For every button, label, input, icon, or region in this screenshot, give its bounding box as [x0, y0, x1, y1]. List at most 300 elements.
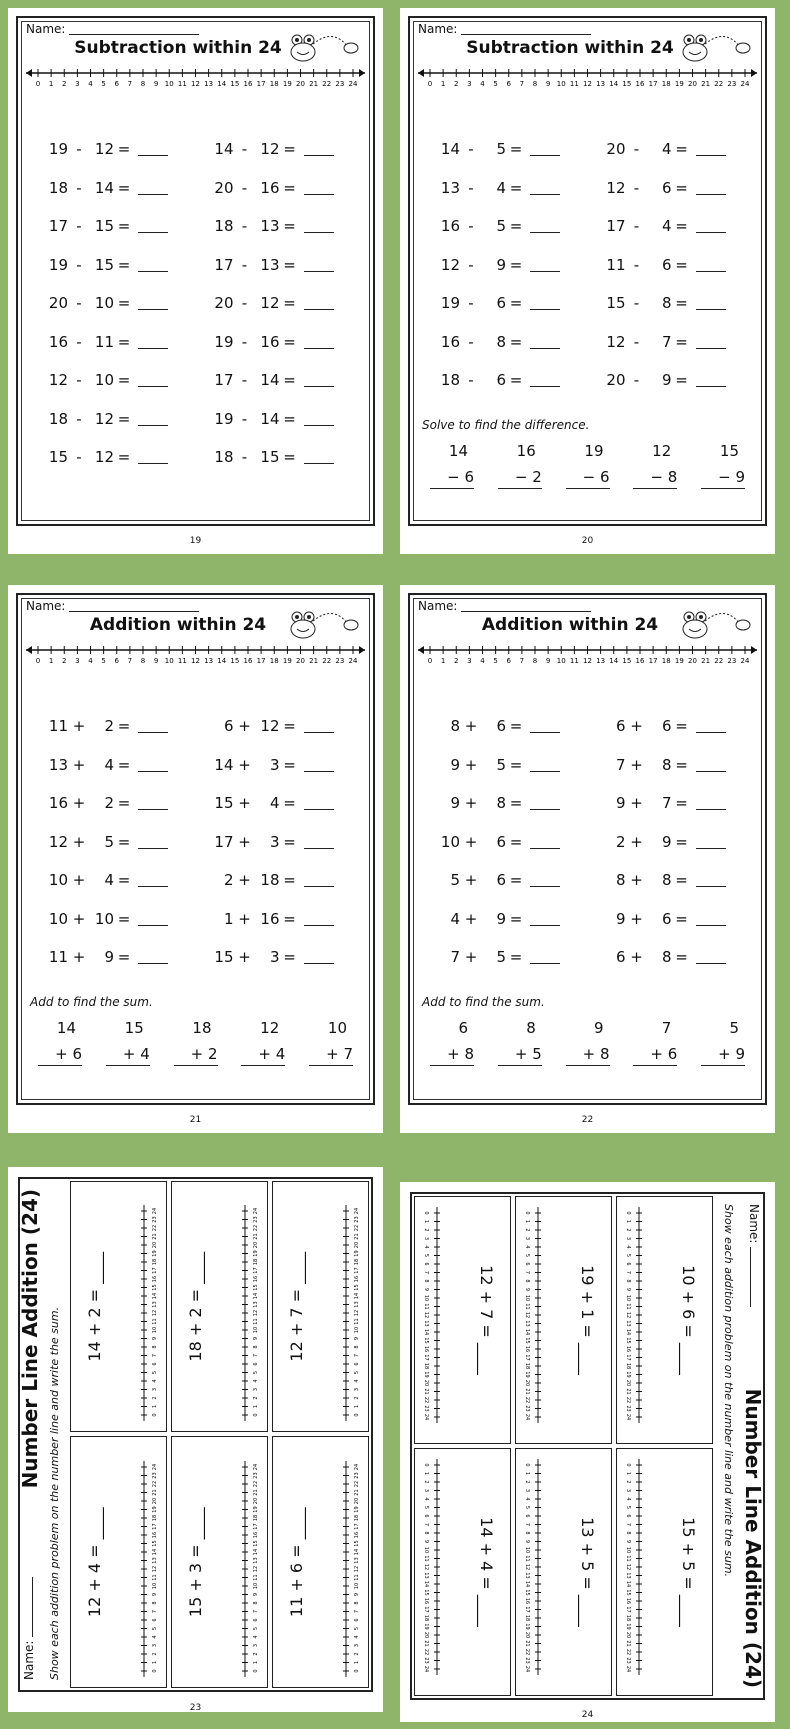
number-line-label: 10	[423, 1294, 429, 1302]
number-line-label: 24	[348, 80, 358, 88]
number-line-label: 11	[354, 1318, 360, 1326]
answer-blank[interactable]	[696, 873, 726, 887]
number-line-label: 6	[152, 1618, 158, 1622]
arrow-icon	[418, 69, 424, 77]
number-line-label: 1	[354, 1660, 360, 1665]
number-line-label: 19	[253, 1506, 259, 1513]
number-line-label: 13	[253, 1557, 259, 1564]
problem-part: 7	[661, 332, 672, 351]
number-line-label: 1	[440, 80, 446, 88]
answer-blank[interactable]	[138, 335, 168, 349]
problem-part: =	[283, 409, 296, 428]
worksheet-page-22	[400, 585, 775, 1133]
answer-blank[interactable]	[696, 912, 726, 926]
bottom-number[interactable]: + 9	[701, 1045, 745, 1066]
bottom-number[interactable]: − 8	[633, 468, 677, 489]
number-line-label: 16	[354, 1531, 360, 1539]
number-line-label: 23	[423, 1657, 429, 1664]
answer-blank[interactable]	[530, 181, 560, 195]
answer-blank[interactable]	[304, 258, 334, 272]
problem-part: 13	[260, 255, 280, 274]
answer-blank[interactable]	[138, 719, 168, 733]
number-line-label: 23	[354, 1216, 360, 1224]
number-line-label: 7	[524, 1522, 530, 1527]
number-line-label: 8	[524, 1531, 530, 1535]
problem-part: -	[241, 332, 248, 351]
answer-blank[interactable]	[530, 796, 560, 810]
number-line-label: 20	[296, 80, 305, 88]
number-line-label: 9	[253, 1592, 259, 1597]
problem-part: -	[76, 294, 82, 313]
answer-blank[interactable]	[138, 219, 168, 233]
problem-part: =	[117, 294, 131, 313]
number-line-label: 13	[596, 657, 606, 665]
problem-part: 18	[440, 371, 460, 390]
number-line-label: 22	[714, 657, 724, 665]
number-line-label: 13	[625, 1320, 631, 1327]
number-line-label: 10	[164, 657, 174, 665]
number-line-label: 17	[648, 657, 658, 665]
number-line-grid	[70, 1181, 369, 1688]
number-line-label: 21	[701, 80, 711, 88]
number-line-label: 21	[309, 657, 319, 665]
problem-part: +	[72, 832, 86, 851]
number-line-label: 12	[253, 1310, 259, 1317]
answer-blank[interactable]	[530, 719, 560, 733]
problem	[30, 217, 196, 235]
problem	[196, 179, 362, 197]
answer-blank[interactable]	[696, 719, 726, 733]
answer-blank[interactable]	[530, 142, 560, 156]
number-line	[416, 643, 759, 665]
answer-blank[interactable]	[304, 219, 334, 233]
number-line-label: 19	[152, 1506, 158, 1513]
number-line-cell	[414, 1196, 511, 1444]
answer-blank[interactable]	[530, 373, 560, 387]
number-line-label: 12	[423, 1563, 429, 1571]
problem-part: 5	[496, 755, 506, 774]
answer-blank[interactable]	[304, 412, 334, 426]
problem-part: -	[76, 255, 82, 274]
problem-part: 6	[615, 717, 626, 736]
bottom-number[interactable]: + 8	[430, 1045, 474, 1066]
number-line-label: 14	[423, 1580, 429, 1588]
number-line-label: 3	[625, 1236, 631, 1241]
number-line-label: 5	[253, 1626, 259, 1631]
problem	[422, 294, 588, 312]
problem-part: =	[675, 832, 688, 851]
number-line-label: 8	[354, 1601, 360, 1605]
problem-part: 12	[94, 448, 114, 467]
problem-row	[30, 323, 361, 362]
number-line-label: 10	[253, 1327, 259, 1334]
number-line	[237, 1204, 261, 1424]
number-line-label: 24	[354, 1208, 360, 1215]
number-line-label: 9	[153, 80, 159, 88]
answer-blank[interactable]	[696, 758, 726, 772]
problem-row	[422, 746, 753, 785]
number-line-label: 11	[524, 1555, 530, 1562]
cell-equation[interactable]: 19 + 1 = ____	[578, 1265, 597, 1375]
problem-part: 17	[214, 371, 234, 390]
number-line-label: 5	[524, 1253, 530, 1258]
number-line-label: 19	[282, 80, 292, 88]
problem-part: 18	[214, 448, 234, 467]
number-line-label: 19	[524, 1371, 530, 1378]
answer-blank[interactable]	[530, 873, 560, 887]
bottom-number[interactable]: + 4	[241, 1045, 285, 1066]
answer-blank[interactable]	[304, 335, 334, 349]
problem-part: 8	[615, 871, 626, 890]
vertical-problem	[701, 442, 745, 489]
page-title: Addition within 24	[89, 615, 267, 635]
problem-part: 16	[260, 178, 280, 197]
number-line-label: 17	[354, 1523, 360, 1530]
number-line-label: 9	[524, 1287, 530, 1292]
cell-equation[interactable]: 12 + 4 = ____	[85, 1507, 104, 1618]
number-line-label: 16	[625, 1597, 631, 1605]
problem-part: +	[630, 717, 643, 736]
answer-blank[interactable]	[696, 796, 726, 810]
number-line-label: 20	[524, 1379, 530, 1387]
problem	[30, 948, 196, 966]
answer-blank[interactable]	[138, 873, 168, 887]
number-line-label: 5	[152, 1371, 158, 1375]
answer-blank[interactable]	[530, 912, 560, 926]
top-number: 15	[124, 1019, 144, 1037]
number-line-label: 11	[423, 1555, 429, 1562]
bottom-number[interactable]: + 6	[633, 1045, 677, 1066]
problem-part: 5	[496, 140, 506, 159]
cell-equation[interactable]: 13 + 5 = ____	[578, 1517, 597, 1627]
number-line-label: 19	[423, 1371, 429, 1378]
number-line-label: 10	[152, 1327, 158, 1334]
arrow-icon	[418, 646, 424, 654]
number-line-label: 16	[243, 80, 253, 88]
problem-part: 8	[450, 717, 460, 736]
answer-blank[interactable]	[304, 758, 334, 772]
answer-blank[interactable]	[138, 835, 168, 849]
number-line-label: 5	[354, 1371, 360, 1375]
number-line-label: 0	[35, 657, 41, 665]
cell-equation[interactable]: 11 + 6 = ____	[287, 1507, 306, 1618]
number-line-cell	[616, 1448, 713, 1696]
problem-row	[422, 784, 753, 823]
number-line-label: 7	[519, 657, 525, 665]
number-line-label: 23	[727, 657, 737, 665]
problem-part: 5	[104, 832, 114, 851]
problem-part: -	[76, 332, 82, 351]
problem	[196, 371, 362, 389]
number-line	[24, 643, 367, 665]
problem-part: 18	[214, 217, 234, 236]
number-line-label: 24	[354, 1463, 360, 1471]
number-line-label: 23	[524, 1657, 530, 1664]
page-title: Addition within 24	[481, 615, 659, 635]
answer-blank[interactable]	[696, 373, 726, 387]
problem-part: 5	[496, 948, 506, 967]
number-line	[522, 1205, 546, 1425]
answer-blank[interactable]	[138, 142, 168, 156]
problem-part: 20	[606, 371, 626, 390]
number-line-label: 0	[427, 80, 433, 88]
number-line-label: 19	[674, 80, 684, 88]
problem-part: 11	[606, 255, 626, 274]
number-line-label: 4	[152, 1635, 158, 1639]
answer-blank[interactable]	[138, 181, 168, 195]
answer-blank[interactable]	[138, 450, 168, 464]
number-line-label: 9	[152, 1592, 158, 1597]
problems-grid	[30, 130, 361, 477]
problem-part: 15	[214, 794, 234, 813]
number-line-label: 17	[423, 1606, 429, 1613]
number-line-label: 14	[609, 80, 619, 88]
number-line-label: 17	[256, 657, 266, 665]
problem	[30, 833, 196, 851]
number-line-label: 24	[524, 1665, 530, 1673]
number-line-label: 7	[152, 1354, 158, 1358]
problem-row	[30, 938, 361, 977]
problem-part: 11	[94, 332, 114, 351]
problem-part: 8	[661, 948, 672, 967]
problem-part: -	[633, 255, 640, 274]
number-line-label: 3	[152, 1388, 158, 1392]
number-line-label: 19	[524, 1623, 530, 1630]
problem	[196, 871, 362, 889]
number-line-cell	[171, 1437, 268, 1689]
answer-blank[interactable]	[696, 950, 726, 964]
bottom-number[interactable]: + 4	[106, 1045, 150, 1066]
cell-equation[interactable]: 10 + 6 = ____	[679, 1265, 698, 1375]
problem-part: 15	[214, 948, 234, 967]
answer-blank[interactable]	[304, 296, 334, 310]
number-line-label: 21	[423, 1388, 429, 1395]
number-line-label: 6	[253, 1618, 259, 1622]
problem-part: 8	[496, 794, 506, 813]
problem	[30, 371, 196, 389]
answer-blank[interactable]	[138, 258, 168, 272]
answer-blank[interactable]	[138, 412, 168, 426]
number-line-label: 3	[253, 1388, 259, 1392]
problem-row	[422, 861, 753, 900]
number-line-label: 3	[524, 1236, 530, 1241]
number-line-label: 15	[152, 1284, 158, 1292]
number-line-label: 11	[152, 1318, 158, 1326]
number-line	[338, 1204, 362, 1424]
cell-equation[interactable]: 15 + 3 = ____	[186, 1507, 205, 1618]
number-line-label: 20	[354, 1242, 360, 1249]
number-line-label: 18	[253, 1259, 259, 1266]
number-line-label: 6	[625, 1514, 631, 1518]
bottom-number[interactable]: + 7	[309, 1045, 353, 1066]
vertical-problem	[566, 442, 610, 489]
answer-blank[interactable]	[304, 142, 334, 156]
cell-equation[interactable]: 14 + 2 = ____	[85, 1251, 104, 1362]
problem-part: -	[241, 255, 248, 274]
answer-blank[interactable]	[530, 758, 560, 772]
bottom-number[interactable]: + 6	[38, 1045, 82, 1066]
problem-part: =	[117, 871, 131, 890]
number-line-label: 21	[354, 1489, 360, 1496]
problem	[196, 756, 362, 774]
bottom-number[interactable]: − 2	[498, 468, 542, 489]
number-line-label: 9	[153, 657, 159, 665]
problem-part: 16	[440, 332, 460, 351]
answer-blank[interactable]	[304, 373, 334, 387]
cell-equation[interactable]: 15 + 5 = ____	[679, 1517, 698, 1627]
top-number: 14	[56, 1019, 76, 1037]
number-line-label: 10	[625, 1546, 631, 1554]
number-line-label: 22	[423, 1396, 429, 1404]
answer-blank[interactable]	[138, 950, 168, 964]
problem-row	[30, 438, 361, 477]
number-line-label: 23	[152, 1216, 158, 1224]
problem-row	[30, 400, 361, 439]
answer-blank[interactable]	[138, 296, 168, 310]
problem-part: 13	[260, 217, 280, 236]
problem-part: +	[238, 755, 251, 774]
answer-blank[interactable]	[696, 296, 726, 310]
cell-equation[interactable]: 12 + 7 = ____	[287, 1251, 306, 1362]
problem-part: =	[283, 794, 296, 813]
problem-part: 4	[104, 871, 114, 890]
number-line-label: 5	[101, 657, 106, 665]
problem-part: -	[241, 409, 248, 428]
answer-blank[interactable]	[530, 950, 560, 964]
number-line-label: 9	[524, 1539, 530, 1544]
answer-blank[interactable]	[696, 335, 726, 349]
problem-part: =	[509, 909, 523, 928]
problem-part: -	[633, 371, 640, 390]
cell-equation[interactable]: 14 + 4 = ____	[477, 1517, 496, 1627]
problem-part: 15	[94, 217, 114, 236]
number-line-label: 5	[625, 1253, 631, 1258]
answer-blank[interactable]	[530, 258, 560, 272]
cell-equation[interactable]: 18 + 2 = ____	[186, 1251, 205, 1362]
number-line-label: 1	[253, 1405, 259, 1409]
problem-part: =	[509, 871, 523, 890]
problem-part: -	[633, 140, 640, 159]
number-line-label: 4	[480, 80, 485, 88]
number-line-label: 9	[625, 1539, 631, 1544]
problem-part: =	[117, 755, 131, 774]
number-line-label: 20	[354, 1497, 360, 1505]
answer-blank[interactable]	[696, 219, 726, 233]
problem	[422, 179, 588, 197]
cell-equation[interactable]: 12 + 7 = ____	[477, 1265, 496, 1375]
answer-blank[interactable]	[304, 912, 334, 926]
answer-blank[interactable]	[138, 758, 168, 772]
problem	[30, 717, 196, 735]
bottom-number[interactable]: + 5	[498, 1045, 542, 1066]
number-line-label: 13	[524, 1320, 530, 1327]
problem-part: 6	[661, 178, 672, 197]
number-line-label: 4	[625, 1497, 631, 1501]
problem-row	[30, 900, 361, 939]
number-line-label: 12	[152, 1565, 158, 1573]
answer-blank[interactable]	[304, 719, 334, 733]
problem	[588, 217, 754, 235]
answer-blank[interactable]	[696, 258, 726, 272]
worksheet-page-23	[8, 1167, 383, 1712]
vertical-problem	[174, 1019, 218, 1066]
number-line-label: 23	[335, 80, 345, 88]
answer-blank[interactable]	[696, 835, 726, 849]
number-line-label: 20	[688, 657, 697, 665]
problem-part: =	[283, 217, 296, 236]
number-line-label: 12	[524, 1311, 530, 1319]
name-field: Name:	[418, 22, 591, 36]
answer-blank[interactable]	[138, 912, 168, 926]
number-line-label: 21	[524, 1640, 530, 1647]
number-line-label: 24	[253, 1463, 259, 1471]
answer-blank[interactable]	[304, 835, 334, 849]
problem	[588, 794, 754, 812]
problem	[30, 448, 196, 466]
answer-blank[interactable]	[304, 450, 334, 464]
answer-blank[interactable]	[304, 796, 334, 810]
answer-blank[interactable]	[304, 873, 334, 887]
number-line-label: 7	[354, 1609, 360, 1614]
number-line-label: 16	[423, 1597, 429, 1605]
answer-blank[interactable]	[530, 296, 560, 310]
problem	[588, 333, 754, 351]
answer-blank[interactable]	[138, 373, 168, 387]
bottom-number[interactable]: + 8	[566, 1045, 610, 1066]
number-line-label: 19	[354, 1506, 360, 1513]
problem-part: 19	[48, 255, 68, 274]
bottom-number[interactable]: + 2	[174, 1045, 218, 1066]
answer-blank[interactable]	[530, 219, 560, 233]
number-line-label: 6	[506, 657, 511, 665]
number-line-label: 8	[152, 1601, 158, 1605]
number-line-label: 20	[688, 80, 697, 88]
answer-blank[interactable]	[304, 950, 334, 964]
bottom-number[interactable]: − 9	[701, 468, 745, 489]
problem-part: 14	[214, 140, 234, 159]
number-line-label: 1	[524, 1471, 530, 1476]
problem-part: 9	[450, 755, 460, 774]
number-line-label: 9	[354, 1592, 360, 1597]
bottom-number[interactable]: − 6	[566, 468, 610, 489]
number-line-label: 4	[480, 657, 485, 665]
problem-part: -	[76, 178, 82, 197]
number-line-label: 0	[253, 1413, 259, 1418]
number-line-label: 11	[354, 1574, 360, 1581]
number-line-label: 3	[354, 1643, 360, 1648]
problem	[196, 256, 362, 274]
bottom-number[interactable]: − 6	[430, 468, 474, 489]
problem-part: =	[509, 832, 523, 851]
problem-part: 6	[661, 909, 672, 928]
problem-part: -	[468, 255, 474, 274]
number-line-label: 2	[62, 657, 67, 665]
number-line-label: 7	[423, 1270, 429, 1275]
answer-blank[interactable]	[530, 835, 560, 849]
problem-part: 20	[214, 178, 234, 197]
number-line-label: 4	[354, 1379, 360, 1384]
answer-blank[interactable]	[696, 181, 726, 195]
worksheet-page-20	[400, 8, 775, 554]
number-line-label: 12	[354, 1565, 360, 1573]
answer-blank[interactable]	[696, 142, 726, 156]
answer-blank[interactable]	[304, 181, 334, 195]
problem-part: =	[117, 794, 131, 813]
answer-blank[interactable]	[530, 335, 560, 349]
number-line-label: 15	[423, 1589, 429, 1596]
number-line-label: 9	[152, 1337, 158, 1341]
answer-blank[interactable]	[138, 796, 168, 810]
